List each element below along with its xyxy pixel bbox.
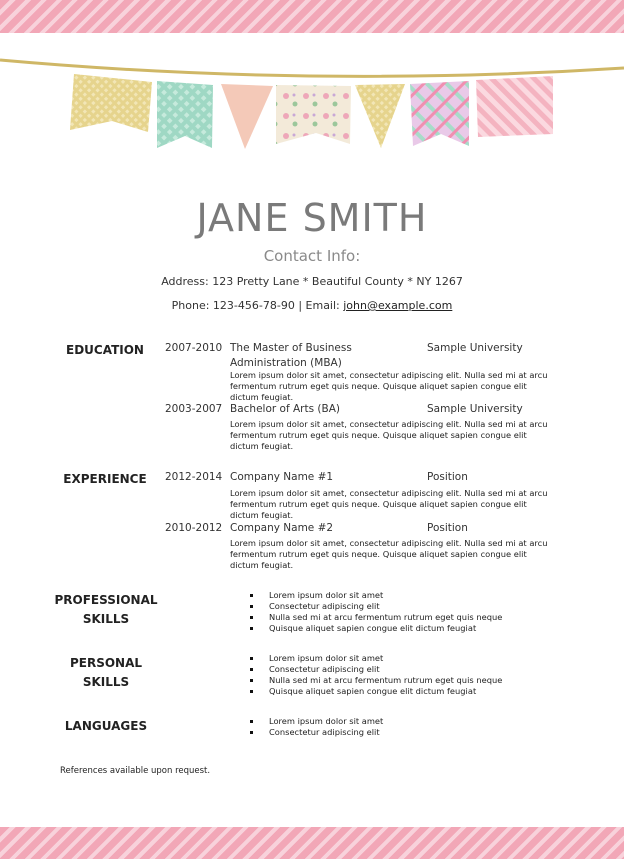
list-item: Quisque aliquet sapien congue elit dictum feugiat — [250, 623, 502, 634]
experience-description: Lorem ipsum dolor sit amet, consectetur adipiscing elit. Nulla sed mi at arcu fermentum rutrum eget quis neque. Quisque aliquet sapien congue elit dictum feugiat. — [230, 538, 548, 570]
references-note: References available upon request. — [60, 766, 211, 776]
phone-email-line — [0, 299, 624, 312]
experience-date: 2012-2014 — [165, 471, 223, 483]
flag-pink-gold — [221, 84, 273, 149]
section-heading-languages: LANGUAGES — [64, 719, 148, 733]
bottom-decorative-stripe — [0, 827, 624, 859]
list-item: Nulla sed mi at arcu fermentum rutrum eget quis neque — [250, 675, 502, 686]
personal-skills-list — [250, 653, 502, 697]
education-date: 2003-2007 — [165, 403, 223, 415]
list-item: Quisque aliquet sapien congue elit dictum feugiat — [250, 686, 502, 697]
experience-position: Position — [427, 522, 468, 534]
list-item: Consectetur adipiscing elit — [250, 601, 502, 612]
contact-info-heading: Contact Info: — [263, 247, 361, 265]
education-school: Sample University — [427, 342, 523, 354]
section-heading-experience: EXPERIENCE — [63, 472, 147, 486]
education-degree: Bachelor of Arts (BA) — [230, 403, 340, 415]
email-link[interactable]: john@example.com — [343, 299, 453, 312]
heading-line: PERSONAL — [69, 656, 143, 670]
experience-date: 2010-2012 — [165, 522, 223, 534]
bunting-banner — [0, 50, 624, 155]
experience-description: Lorem ipsum dolor sit amet, consectetur adipiscing elit. Nulla sed mi at arcu fermentum rutrum eget quis neque. Quisque aliquet sapien congue elit dictum feugiat. — [230, 488, 548, 520]
bunting-string — [0, 60, 624, 76]
list-item: Consectetur adipiscing elit — [250, 664, 502, 675]
flag-pink-stripe — [476, 76, 553, 137]
section-heading-education: EDUCATION — [66, 343, 144, 357]
address-line: Address: 123 Pretty Lane * Beautiful County * NY 1267 — [161, 275, 463, 288]
list-item: Lorem ipsum dolor sit amet — [250, 653, 502, 664]
education-date: 2007-2010 — [165, 342, 223, 354]
list-item: Consectetur adipiscing elit — [250, 727, 383, 738]
candidate-name: JANE SMITH — [196, 196, 428, 240]
section-heading-personal-skills — [51, 654, 161, 692]
education-degree-cont: Administration (MBA) — [230, 357, 342, 369]
education-school: Sample University — [427, 403, 523, 415]
professional-skills-list — [250, 590, 502, 634]
list-item: Nulla sed mi at arcu fermentum rutrum eget quis neque — [250, 612, 502, 623]
flag-gold-1 — [70, 74, 152, 132]
section-heading-professional-skills — [51, 591, 161, 629]
education-description: Lorem ipsum dolor sit amet, consectetur adipiscing elit. Nulla sed mi at arcu fermentum rutrum eget quis neque. Quisque aliquet sapien congue elit dictum feugiat. — [230, 370, 548, 402]
list-item: Lorem ipsum dolor sit amet — [250, 590, 502, 601]
flag-gold-2 — [355, 84, 405, 148]
flag-mint — [157, 81, 213, 148]
heading-line: PROFESSIONAL — [54, 593, 158, 607]
list-item: Lorem ipsum dolor sit amet — [250, 716, 383, 727]
education-degree: The Master of Business — [230, 342, 352, 354]
experience-company: Company Name #1 — [230, 471, 334, 483]
phone-text: Phone: 123-456-78-90 | Email: — [171, 299, 344, 312]
languages-list — [250, 716, 383, 738]
heading-line: SKILLS — [82, 675, 130, 689]
flag-floral — [276, 85, 351, 144]
heading-line: SKILLS — [82, 612, 130, 626]
experience-position: Position — [427, 471, 468, 483]
education-description: Lorem ipsum dolor sit amet, consectetur adipiscing elit. Nulla sed mi at arcu fermentum rutrum eget quis neque. Quisque aliquet sapien congue elit dictum feugiat. — [230, 419, 548, 451]
top-decorative-stripe — [0, 0, 624, 33]
experience-company: Company Name #2 — [230, 522, 334, 534]
flag-plaid — [410, 81, 469, 146]
